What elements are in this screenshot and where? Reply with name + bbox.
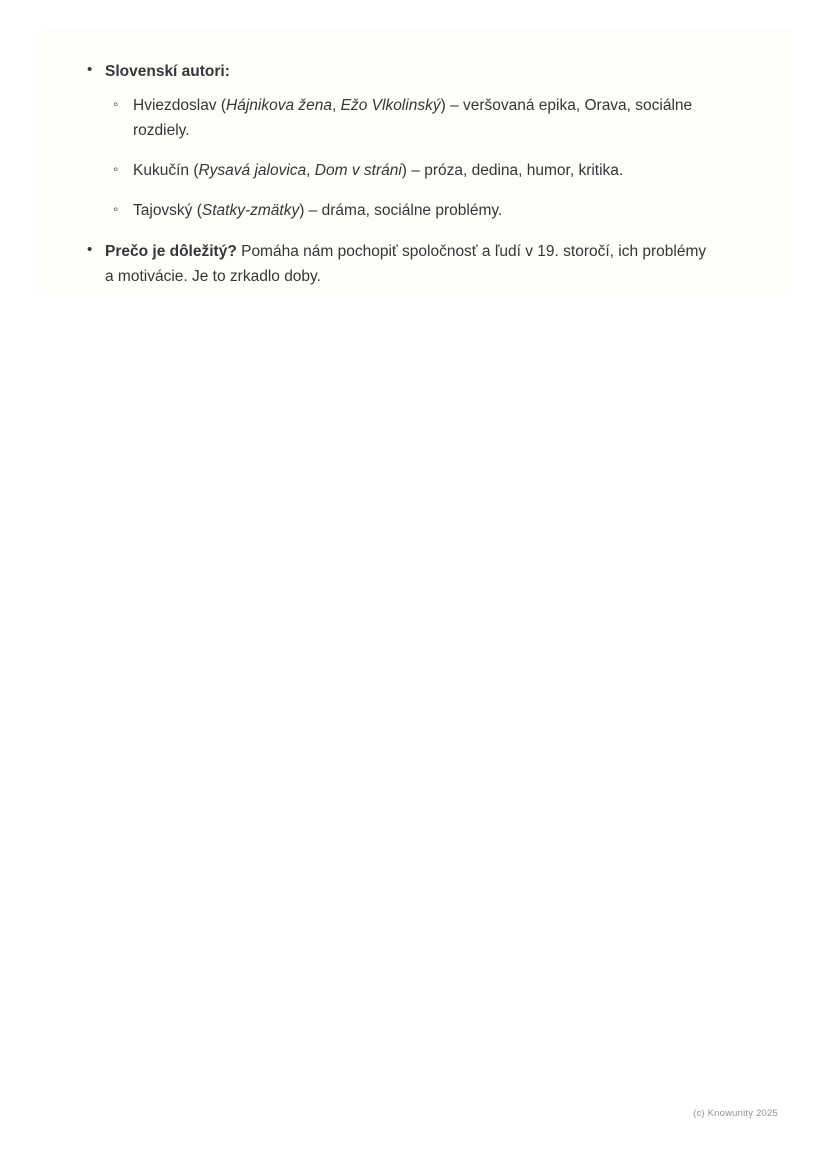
list-item-hviezdoslav [105,94,713,144]
paren-open-tajovsky: ( [192,201,202,219]
work-title-ezo-vlkolinsky: Ežo Vlkolinský [340,97,441,115]
work-title-rysava-jalovica: Rysavá jalovica [198,161,307,179]
work-title-statky-zmatky: Statky-zmätky [201,201,300,219]
work-title-hajnikova-zena: Hájnikova žena [226,97,333,115]
separator-hviezdoslav: , [332,97,341,115]
author-name-hviezdoslav: Hviezdoslav [133,97,217,115]
outline-list [75,59,713,290]
separator-kukucin: , [306,161,315,179]
author-description-kukucin: – próza, dedina, humor, kritika. [406,161,624,179]
answer-text-why-important: Pomáha nám pochopiť spoločnosť a ľudí v 19. storočí, ich problémy a motivácie. Je to zrkadlo doby. [105,243,707,286]
author-description-hviezdoslav: – veršovaná epika, Orava, sociálne rozdiely. [133,97,693,139]
paren-close-tajovsky: ) [299,201,305,219]
paren-close-hviezdoslav: ) [440,97,446,115]
list-item-why-important [75,239,713,289]
author-list [105,94,713,223]
note-content [39,29,749,295]
footer-copyright: (c) Knowunity 2025 [693,1108,778,1119]
author-name-tajovsky: Tajovský [133,201,193,219]
paren-close-kukucin: ) [401,161,407,179]
list-item-kukucin [105,159,713,184]
list-item-slovak-authors [75,59,713,223]
list-item-tajovsky [105,199,713,224]
paren-open-hviezdoslav: ( [216,97,227,115]
author-description-tajovsky: – dráma, sociálne problémy. [304,201,503,219]
work-title-dom-v-strani: Dom v stráni [314,161,402,179]
question-lead-why-important: Prečo je dôležitý? [105,243,237,261]
note-card [39,29,792,295]
author-name-kukucin: Kukučín [133,161,190,179]
section-heading-slovak-authors: Slovenskí autori: [105,63,230,80]
paren-open-kukucin: ( [189,161,199,179]
